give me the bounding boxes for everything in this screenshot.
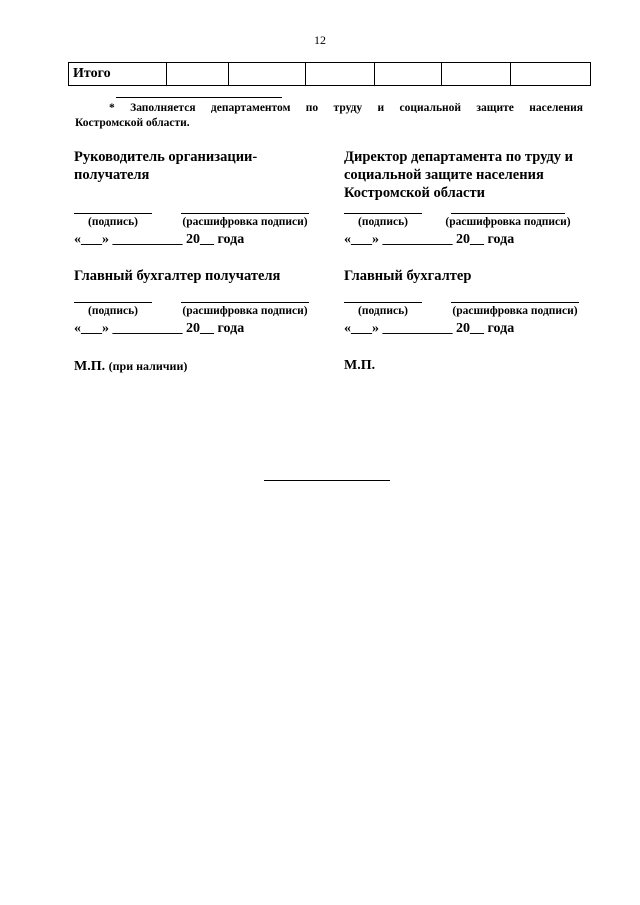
- signature-caption: (подпись): [88, 305, 138, 317]
- right-head-title: [344, 148, 573, 202]
- date-line: «___» __________ 20__ года: [344, 232, 515, 247]
- right-accountant-decode-line: [451, 302, 579, 303]
- right-head-signature-line: [344, 213, 422, 214]
- right-head-line: Директор департамента по труду и: [344, 149, 573, 165]
- left-head-line: Руководитель организации-: [74, 149, 258, 165]
- total-cell: [375, 63, 442, 86]
- left-stamp: [74, 358, 187, 375]
- total-cell: [306, 63, 375, 86]
- table-row: [69, 63, 591, 86]
- right-head-line: социальной защите населения: [344, 167, 544, 183]
- stamp-label: М.П.: [74, 359, 106, 374]
- date-line: «___» __________ 20__ года: [74, 232, 245, 247]
- left-head-title: [74, 148, 257, 184]
- decode-caption: (расшифровка подписи): [182, 216, 308, 228]
- right-stamp: М.П.: [344, 358, 376, 373]
- stamp-note: (при наличии): [108, 359, 188, 373]
- signature-caption: (подпись): [358, 216, 408, 228]
- footnote: [75, 101, 583, 131]
- left-head-line: получателя: [74, 167, 150, 183]
- left-accountant-signature-line: [74, 302, 152, 303]
- footnote-line: * Заполняется департаментом по труду и социальной защите населения: [109, 102, 583, 114]
- decode-caption: (расшифровка подписи): [182, 305, 308, 317]
- total-cell: [229, 63, 306, 86]
- total-cell: [167, 63, 229, 86]
- date-line: «___» __________ 20__ года: [344, 321, 515, 336]
- right-accountant-signature-line: [344, 302, 422, 303]
- right-head-line: Костромской области: [344, 185, 485, 201]
- date-line: «___» __________ 20__ года: [74, 321, 245, 336]
- left-head-signature-line: [74, 213, 152, 214]
- footnote-divider: [116, 97, 282, 98]
- left-accountant-title: Главный бухгалтер получателя: [74, 268, 281, 284]
- decode-caption: (расшифровка подписи): [445, 216, 571, 228]
- signature-caption: (подпись): [358, 305, 408, 317]
- left-accountant-decode-line: [181, 302, 309, 303]
- decode-caption: (расшифровка подписи): [452, 305, 578, 317]
- total-label: Итого: [69, 63, 167, 86]
- signature-caption: (подпись): [88, 216, 138, 228]
- footnote-line: Костромской области.: [75, 117, 190, 129]
- right-accountant-title: Главный бухгалтер: [344, 268, 472, 284]
- end-divider: [264, 480, 390, 481]
- total-cell: [511, 63, 591, 86]
- page-number: 12: [314, 33, 326, 47]
- total-table: [68, 62, 591, 86]
- left-head-decode-line: [181, 213, 309, 214]
- right-head-decode-line: [451, 213, 565, 214]
- total-cell: [442, 63, 511, 86]
